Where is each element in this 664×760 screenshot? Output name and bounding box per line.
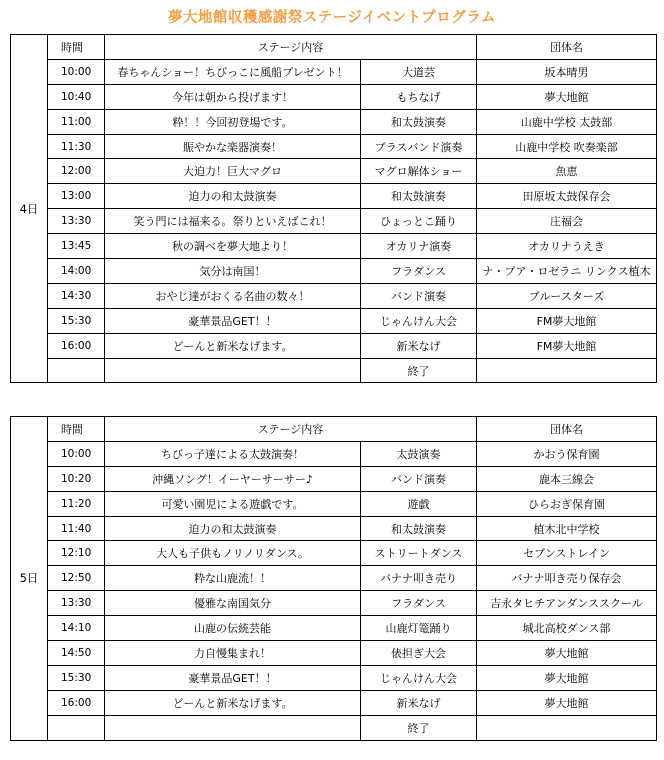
category-cell: マグロ解体ショー [361, 159, 477, 184]
time-header: 時間 [48, 35, 105, 60]
table-row [11, 441, 657, 466]
table-row [11, 333, 657, 358]
table-row [11, 209, 657, 234]
table-row [11, 516, 657, 541]
content-cell: 粋！！今回初登場です。 [105, 109, 361, 134]
category-cell: 和太鼓演奏 [361, 516, 477, 541]
content-cell: 可愛い園児による遊戯です。 [105, 491, 361, 516]
content-cell: 気分は南国！ [105, 259, 361, 284]
time-cell: 12:50 [48, 566, 105, 591]
time-cell: 13:00 [48, 184, 105, 209]
category-cell: 太鼓演奏 [361, 441, 477, 466]
category-cell: ブラスバンド演奏 [361, 134, 477, 159]
content-cell: 山鹿の伝統芸能 [105, 616, 361, 641]
content-cell: 秋の調べを夢大地より！ [105, 234, 361, 259]
category-cell: フラダンス [361, 259, 477, 284]
table-row [11, 184, 657, 209]
category-cell: オカリナ演奏 [361, 234, 477, 259]
page-title: 夢大地館収穫感謝祭ステージイベントプログラム [167, 10, 497, 26]
group-cell: オカリナうえき [477, 234, 657, 259]
content-cell: 今年は朝から投げます！ [105, 84, 361, 109]
content-cell: 賑やかな楽器演奏！ [105, 134, 361, 159]
table-row [11, 59, 657, 84]
content-cell: 大人も子供もノリノリダンス。 [105, 541, 361, 566]
content-cell: 笑う門には福来る。祭りといえばこれ！ [105, 209, 361, 234]
day-label-cell: 5日 [11, 417, 48, 741]
content-cell [105, 358, 361, 383]
group-cell: 庄福会 [477, 209, 657, 234]
content-cell: ちびっ子達による太鼓演奏！ [105, 441, 361, 466]
time-cell: 14:00 [48, 259, 105, 284]
content-cell: 迫力の和太鼓演奏 [105, 516, 361, 541]
time-cell: 11:00 [48, 109, 105, 134]
time-cell: 15:30 [48, 308, 105, 333]
table-row [11, 690, 657, 715]
group-cell: 夢大地館 [477, 665, 657, 690]
category-cell: 和太鼓演奏 [361, 184, 477, 209]
category-cell: バナナ叩き売り [361, 566, 477, 591]
time-cell: 14:30 [48, 283, 105, 308]
table-row [11, 665, 657, 690]
category-cell: フラダンス [361, 591, 477, 616]
content-cell: 沖縄ソング！イーヤーサーサー♪ [105, 466, 361, 491]
time-cell [48, 358, 105, 383]
content-cell: 優雅な南国気分 [105, 591, 361, 616]
table-row [11, 466, 657, 491]
category-cell: 新米なげ [361, 690, 477, 715]
time-cell: 12:00 [48, 159, 105, 184]
content-cell: 迫力の和太鼓演奏 [105, 184, 361, 209]
group-cell: 夢大地館 [477, 641, 657, 666]
group-cell: かおう保育園 [477, 441, 657, 466]
content-cell: 豪華景品GET！！ [105, 308, 361, 333]
group-cell: ひらおぎ保育園 [477, 491, 657, 516]
group-cell: 坂本晴男 [477, 59, 657, 84]
content-cell [105, 715, 361, 740]
time-cell [48, 715, 105, 740]
content-cell: 力自慢集まれ！ [105, 641, 361, 666]
time-cell: 11:20 [48, 491, 105, 516]
schedule-table-day1 [10, 34, 657, 383]
content-cell: おやじ達がおくる名曲の数々！ [105, 283, 361, 308]
group-cell: 植木北中学校 [477, 516, 657, 541]
time-cell: 10:20 [48, 466, 105, 491]
category-cell: 遊戯 [361, 491, 477, 516]
time-cell: 15:30 [48, 665, 105, 690]
group-cell: FM夢大地館 [477, 308, 657, 333]
group-cell: セブンストレイン [477, 541, 657, 566]
table-row [11, 715, 657, 740]
category-cell: バンド演奏 [361, 283, 477, 308]
table-row [11, 109, 657, 134]
category-cell: 俵担ぎ大会 [361, 641, 477, 666]
group-header: 団体名 [477, 35, 657, 60]
table-row [11, 566, 657, 591]
category-cell: バンド演奏 [361, 466, 477, 491]
group-header: 団体名 [477, 417, 657, 442]
time-cell: 12:10 [48, 541, 105, 566]
group-cell: FM夢大地館 [477, 333, 657, 358]
content-cell: 粋な山鹿流！！ [105, 566, 361, 591]
group-cell: バナナ叩き売り保存会 [477, 566, 657, 591]
content-cell: どーんと新米なげます。 [105, 690, 361, 715]
content-cell: 春ちゃんショー！ちびっこに風船プレゼント！ [105, 59, 361, 84]
category-cell: 大道芸 [361, 59, 477, 84]
group-cell: 山鹿中学校 太鼓部 [477, 109, 657, 134]
content-header: ステージ内容 [105, 35, 477, 60]
day-label-cell: 4日 [11, 35, 48, 383]
table-row [11, 491, 657, 516]
category-cell: 終了 [361, 358, 477, 383]
time-cell: 11:30 [48, 134, 105, 159]
table-row [11, 84, 657, 109]
group-cell [477, 358, 657, 383]
content-cell: どーんと新米なげます。 [105, 333, 361, 358]
time-cell: 16:00 [48, 333, 105, 358]
category-cell: ストリートダンス [361, 541, 477, 566]
group-cell: 山鹿中学校 吹奏楽部 [477, 134, 657, 159]
time-cell: 13:30 [48, 209, 105, 234]
time-cell: 11:40 [48, 516, 105, 541]
table-row [11, 283, 657, 308]
table-row [11, 541, 657, 566]
content-cell: 大迫力！巨大マグロ [105, 159, 361, 184]
time-cell: 14:10 [48, 616, 105, 641]
group-cell [477, 715, 657, 740]
table-row [11, 591, 657, 616]
table-row [11, 259, 657, 284]
group-cell: 吉永タヒチアンダンススクール [477, 591, 657, 616]
table-row [11, 616, 657, 641]
time-cell: 10:40 [48, 84, 105, 109]
category-cell: 和太鼓演奏 [361, 109, 477, 134]
category-cell: 終了 [361, 715, 477, 740]
category-cell: じゃんけん大会 [361, 665, 477, 690]
time-cell: 13:45 [48, 234, 105, 259]
time-cell: 14:50 [48, 641, 105, 666]
table-row [11, 641, 657, 666]
group-cell: 城北高校ダンス部 [477, 616, 657, 641]
time-cell: 10:00 [48, 59, 105, 84]
group-cell: 夢大地館 [477, 690, 657, 715]
header-row [11, 35, 657, 60]
time-cell: 10:00 [48, 441, 105, 466]
category-cell: じゃんけん大会 [361, 308, 477, 333]
group-cell: 田原坂太鼓保存会 [477, 184, 657, 209]
content-cell: 豪華景品GET！！ [105, 665, 361, 690]
category-cell: ひょっとこ踊り [361, 209, 477, 234]
category-cell: 新米なげ [361, 333, 477, 358]
table-row [11, 308, 657, 333]
content-header: ステージ内容 [105, 417, 477, 442]
table-row [11, 134, 657, 159]
time-cell: 13:30 [48, 591, 105, 616]
group-cell: ナ・プア・ロゼラニ リンクス植木 [477, 259, 657, 284]
group-cell: 鹿本三線会 [477, 466, 657, 491]
group-cell: 夢大地館 [477, 84, 657, 109]
header-row [11, 417, 657, 442]
time-cell: 16:00 [48, 690, 105, 715]
category-cell: 山鹿灯篭踊り [361, 616, 477, 641]
group-cell: ブルースターズ [477, 283, 657, 308]
table-row [11, 159, 657, 184]
table-row [11, 358, 657, 383]
category-cell: もちなげ [361, 84, 477, 109]
schedule-table-day2 [10, 416, 657, 741]
time-header: 時間 [48, 417, 105, 442]
group-cell: 魚恵 [477, 159, 657, 184]
table-row [11, 234, 657, 259]
